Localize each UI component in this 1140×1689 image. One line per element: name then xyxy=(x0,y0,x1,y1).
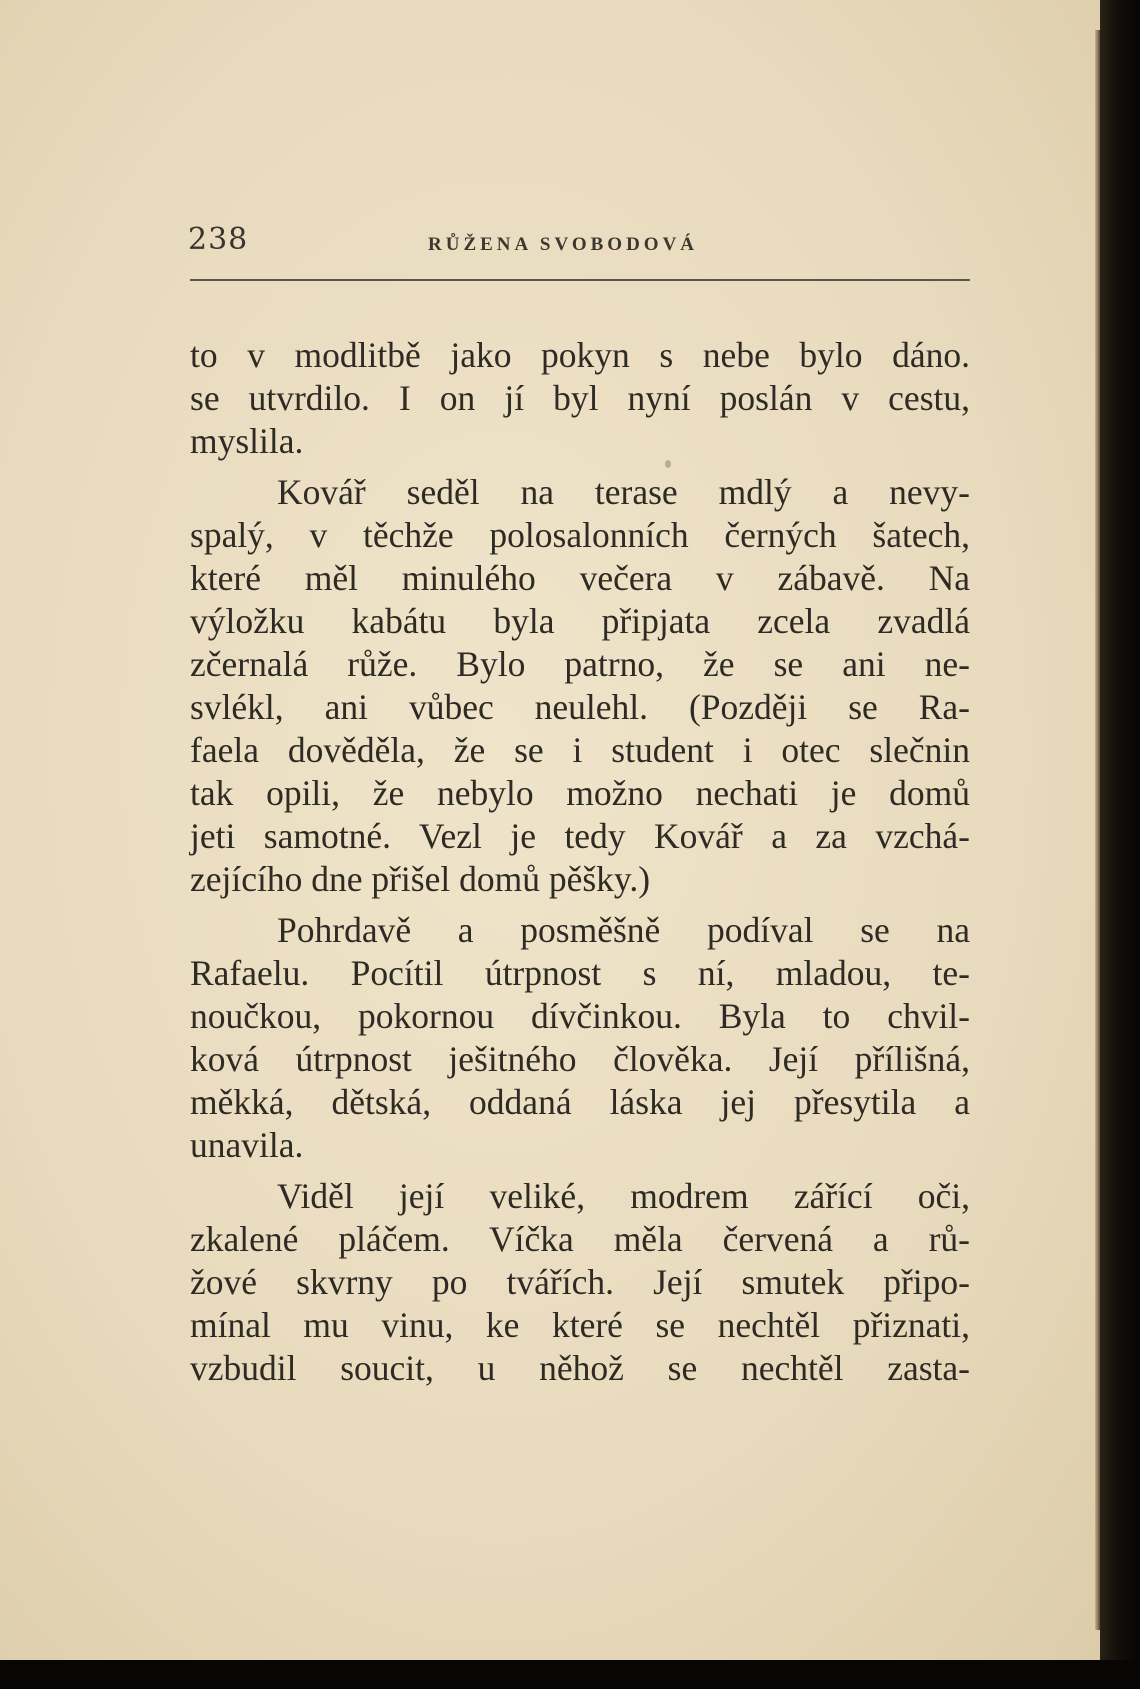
text-line: výložku kabátu byla připjata zcela zvadlá xyxy=(190,601,970,641)
text-line: mínal mu vinu, ke které se nechtěl přiznati, xyxy=(190,1305,970,1345)
text-line: tak opili, že nebylo možno nechati je domů xyxy=(190,773,970,813)
text-line: vzbudil soucit, u něhož se nechtěl zasta- xyxy=(190,1348,970,1388)
scan-border xyxy=(0,1660,1140,1689)
text-line: unavila. xyxy=(190,1125,304,1165)
text-line: myslila. xyxy=(190,421,304,461)
text-line: Viděl její veliké, modrem zářící oči, xyxy=(277,1176,970,1216)
text-line: Kovář seděl na terase mdlý a nevy- xyxy=(277,472,970,512)
body-text xyxy=(190,334,970,1390)
paragraph xyxy=(190,471,970,901)
text-line: které měl minulého večera v zábavě. Na xyxy=(190,558,970,598)
text-line: ková útrpnost ješitného člověka. Její přílišná, xyxy=(190,1039,970,1079)
text-line: Rafaelu. Pocítil útrpnost s ní, mladou, te- xyxy=(190,953,970,993)
running-head: RŮŽENA SVOBODOVÁ xyxy=(428,234,699,255)
text-line: to v modlitbě jako pokyn s nebe bylo dáno. xyxy=(190,335,970,375)
text-line: jeti samotné. Vezl je tedy Kovář a za vzchá- xyxy=(190,816,970,856)
text-line: faela dověděla, že se i student i otec slečnin xyxy=(190,730,970,770)
text-line: měkká, dětská, oddaná láska jej přesytila a xyxy=(190,1082,970,1122)
text-line: noučkou, pokornou dívčinkou. Byla to chvil- xyxy=(190,996,970,1036)
paragraph xyxy=(190,909,970,1167)
paragraph xyxy=(190,334,970,463)
header-rule xyxy=(190,279,970,281)
text-line: zejícího dne přišel domů pěšky.) xyxy=(190,859,651,899)
text-line: zkalené pláčem. Víčka měla červená a rů- xyxy=(190,1219,970,1259)
text-line: svlékl, ani vůbec neulehl. (Později se Ra- xyxy=(190,687,970,727)
text-line: zčernalá růže. Bylo patrno, že se ani ne- xyxy=(190,644,970,684)
book-spine xyxy=(1100,0,1140,1689)
page-header xyxy=(188,222,970,262)
text-line: spalý, v těchže polosalonních černých šatech, xyxy=(190,515,970,555)
text-line: se utvrdilo. I on jí byl nyní poslán v cestu, xyxy=(190,378,970,418)
text-line: Pohrdavě a posměšně podíval se na xyxy=(277,910,970,950)
paragraph xyxy=(190,1175,970,1390)
text-line: žové skvrny po tvářích. Její smutek připo- xyxy=(190,1262,970,1302)
page-number: 238 xyxy=(188,222,249,257)
